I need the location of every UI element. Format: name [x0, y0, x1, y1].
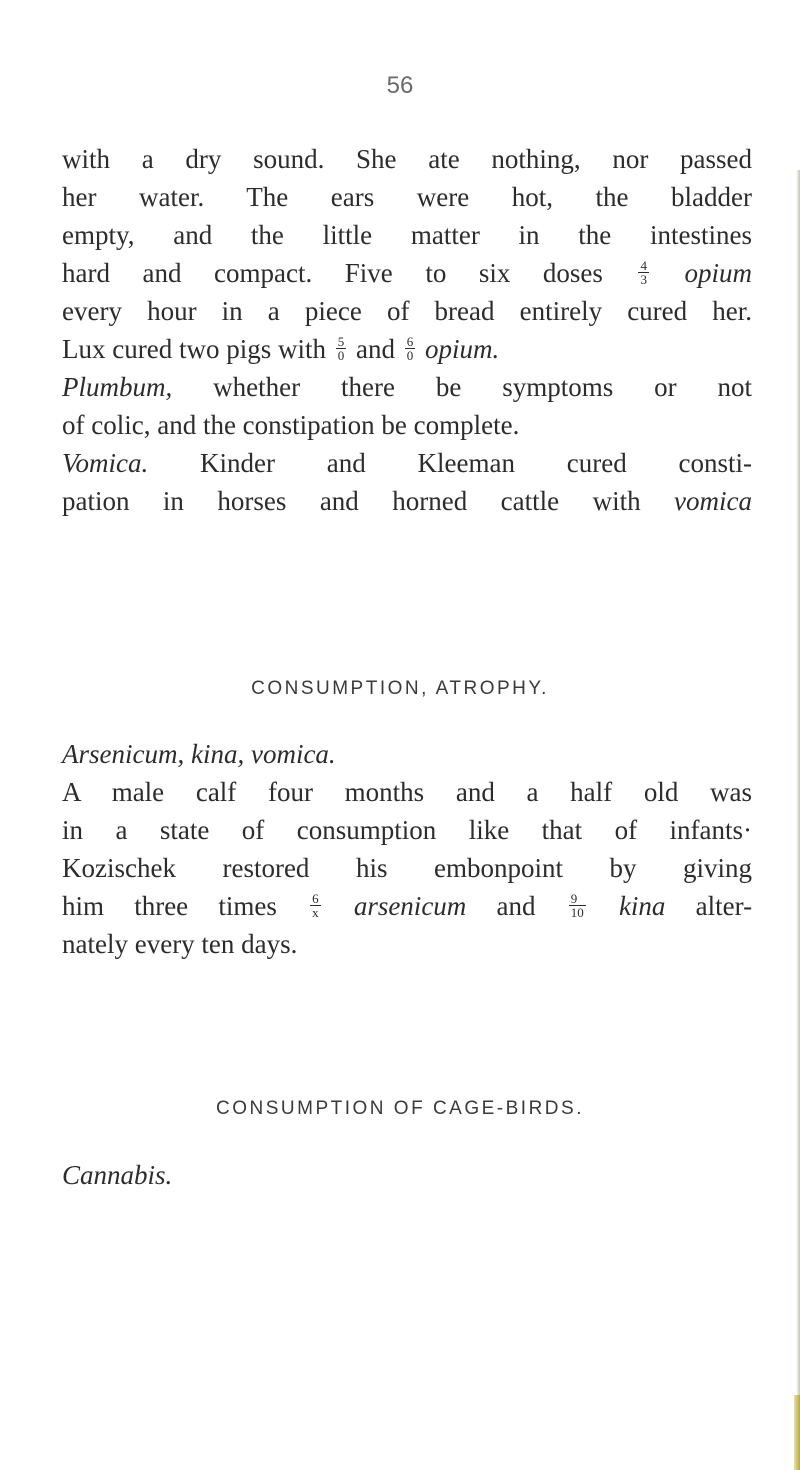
- fraction: [310, 892, 321, 919]
- fraction: [405, 335, 416, 362]
- fraction-numerator: 6: [406, 334, 414, 350]
- fraction-denominator: 10: [570, 905, 584, 921]
- section-heading-cage-birds: CONSUMPTION OF CAGE-BIRDS.: [216, 1098, 584, 1119]
- paragraph-calf-case: [62, 735, 752, 963]
- text-line: every hour in a piece of bread entirely cured her.: [62, 296, 752, 326]
- fraction-denominator: 3: [640, 272, 647, 288]
- text-line: [62, 444, 752, 482]
- fraction-denominator: 0: [337, 348, 345, 364]
- text-segment: whether there be symptoms or not: [213, 372, 752, 402]
- paragraph-cage-birds: [62, 1156, 752, 1194]
- fraction: [638, 259, 649, 286]
- remedy-name: vomica: [674, 486, 752, 516]
- fraction-numerator: 4: [640, 258, 647, 274]
- text-segment: him three times: [62, 891, 277, 921]
- text-segment: hard and compact. Five to six doses: [62, 258, 603, 288]
- text-segment: and: [496, 891, 536, 921]
- text-line: of colic, and the constipation be complete.: [62, 410, 520, 440]
- text-line: A male calf four months and a half old was: [62, 777, 752, 807]
- remedy-name: Vomica.: [62, 448, 149, 478]
- text-segment: Lux cured two pigs with: [62, 334, 326, 364]
- remedy-name: Plumbum,: [62, 372, 173, 402]
- text-line: nately every ten days.: [62, 929, 298, 959]
- fraction-denominator: x: [312, 905, 319, 921]
- fraction: [336, 335, 347, 362]
- remedy-name: arsenicum: [353, 891, 467, 921]
- text-line: with a dry sound. She ate nothing, nor passed: [62, 144, 752, 174]
- fraction-numerator: 9: [569, 892, 586, 906]
- text-line: [62, 368, 752, 406]
- fraction-denominator: 0: [406, 348, 414, 364]
- text-line: [62, 887, 752, 925]
- text-line: empty, and the little matter in the intestines: [62, 220, 752, 250]
- page-number: 56: [386, 72, 414, 99]
- text-line: [62, 482, 752, 520]
- text-segment: and: [355, 334, 395, 364]
- remedy-name: Cannabis.: [62, 1160, 173, 1190]
- text-segment: Kinder and Kleeman cured consti-: [200, 448, 752, 478]
- page-edge-stain: [794, 1395, 800, 1470]
- text-line: [62, 254, 752, 292]
- fraction: [569, 892, 586, 919]
- text-line: in a state of consumption like that of infants·: [62, 815, 752, 845]
- paragraph-digestive-cases: [62, 140, 752, 520]
- remedy-name: kina: [618, 891, 666, 921]
- fraction-numerator: 6: [312, 891, 319, 907]
- text-line: her water. The ears were hot, the bladder: [62, 182, 752, 212]
- remedy-name: opium: [684, 258, 753, 288]
- text-segment: alter-: [695, 891, 753, 921]
- fraction-numerator: 5: [337, 334, 345, 350]
- remedy-name: opium.: [424, 334, 500, 364]
- remedy-list: Arsenicum, kina, vomica.: [62, 739, 336, 769]
- page-edge-shadow: [796, 170, 800, 1470]
- text-line: Kozischek restored his embonpoint by giving: [62, 853, 752, 883]
- section-heading-consumption-atrophy: CONSUMPTION, ATROPHY.: [251, 678, 549, 699]
- text-line: [62, 330, 752, 368]
- text-segment: pation in horses and horned cattle with: [62, 486, 641, 516]
